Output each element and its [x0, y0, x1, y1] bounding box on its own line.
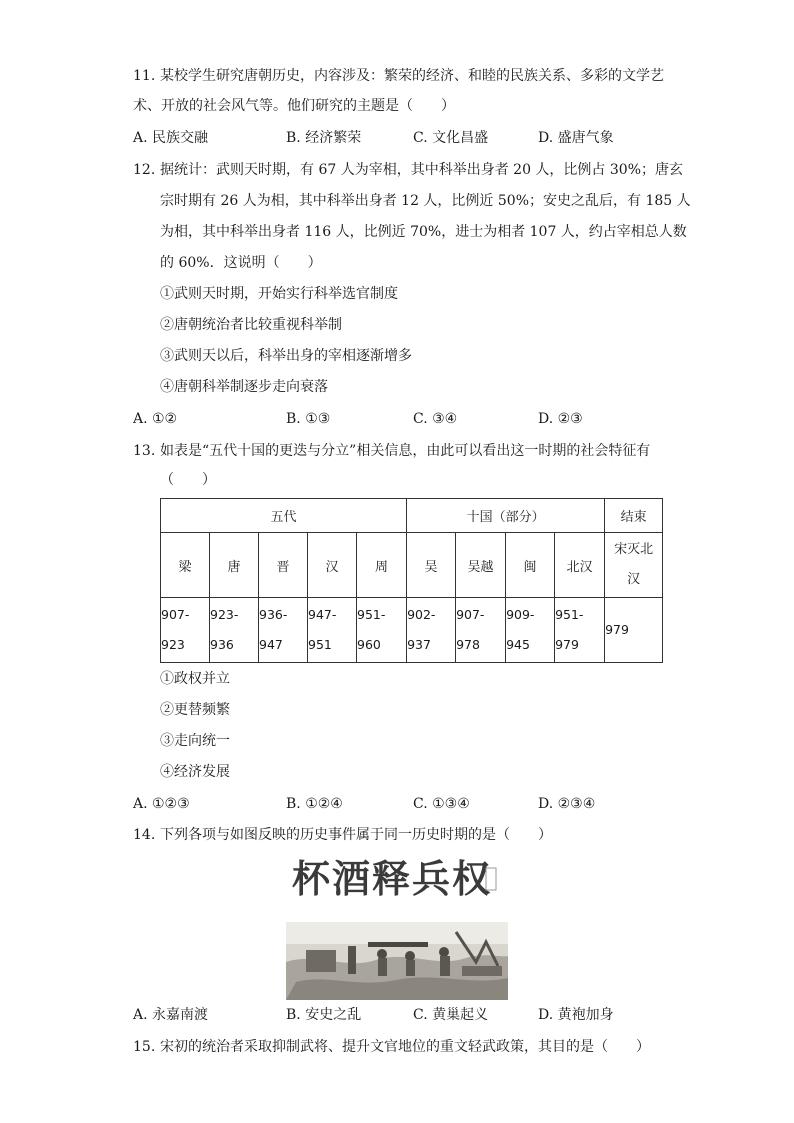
- question-13-option-b[interactable]: B. ①②④: [286, 796, 343, 812]
- calligraphy-title: 杯酒释兵权: [292, 856, 493, 901]
- year-end: 951: [308, 637, 332, 652]
- name-cell: 北汉: [555, 533, 605, 598]
- year-cell: [357, 598, 407, 663]
- question-12-option-b[interactable]: B. ①③: [286, 411, 331, 427]
- header-ten-kingdoms: 十国（部分）: [407, 499, 605, 533]
- year-start: 907-: [161, 607, 190, 622]
- year-start: 923-: [210, 607, 239, 622]
- year-cell: [506, 598, 555, 663]
- name-cell: 汉: [308, 533, 357, 598]
- question-13-item-3: ③走向统一: [160, 733, 230, 749]
- name-cell: 晋: [259, 533, 308, 598]
- question-15-number: 15.: [133, 1039, 156, 1055]
- year-start: 909-: [506, 607, 535, 622]
- question-14-option-c[interactable]: C. 黄巢起义: [413, 1007, 489, 1023]
- banquet-painting-image: [286, 922, 508, 1000]
- end-name-line-2: 汉: [627, 572, 641, 587]
- question-13-stem-line-1: 如表是“五代十国的更迭与分立”相关信息，由此可以看出这一时期的社会特征有: [160, 443, 651, 459]
- question-13-item-1: ①政权并立: [160, 671, 230, 687]
- year-start: 902-: [407, 607, 436, 622]
- year-end: 978: [456, 637, 480, 652]
- year-cell: [161, 598, 210, 663]
- question-11-option-a[interactable]: A. 民族交融: [133, 130, 209, 146]
- name-cell: 唐: [210, 533, 259, 598]
- question-11-stem-line-2: 术、开放的社会风气等。他们研究的主题是（ ）: [133, 98, 455, 114]
- year-cell: [555, 598, 605, 663]
- year-cell: [210, 598, 259, 663]
- header-five-dynasties: 五代: [161, 499, 407, 533]
- question-14-figure: [286, 846, 508, 1004]
- header-end: 结束: [605, 499, 663, 533]
- question-12-stem-line-3: 为相，其中科举出身者 116 人，比例近 70%，进士为相者 107 人，约占宰相总人数: [160, 224, 687, 240]
- question-12-option-c[interactable]: C. ③④: [413, 411, 458, 427]
- question-14-stem: 下列各项与如图反映的历史事件属于同一历史时期的是（ ）: [160, 827, 552, 843]
- calligraphy-title-image: [286, 846, 508, 910]
- question-13-item-4: ④经济发展: [160, 764, 230, 780]
- year-end: 947: [259, 637, 283, 652]
- question-12-item-3: ③武则天以后，科举出身的宰相逐渐增多: [160, 348, 412, 364]
- year-cell: [308, 598, 357, 663]
- question-11-option-b[interactable]: B. 经济繁荣: [286, 130, 362, 146]
- year-start: 951-: [555, 607, 584, 622]
- year-end: 979: [555, 637, 579, 652]
- question-12-item-4: ④唐朝科举制逐步走向衰落: [160, 379, 328, 395]
- name-cell-end: [605, 533, 663, 598]
- question-13-option-a[interactable]: A. ①②③: [133, 796, 190, 812]
- question-13-option-c[interactable]: C. ①③④: [413, 796, 470, 812]
- question-12-stem-line-1: 据统计：武则天时期，有 67 人为宰相，其中科举出身者 20 人，比例占 30%；唐玄: [160, 162, 683, 178]
- five-dynasties-table: [160, 498, 663, 663]
- question-12-stem-line-4: 的 60%．这说明（ ）: [160, 255, 322, 271]
- name-cell: 吴: [407, 533, 456, 598]
- year-cell: [456, 598, 506, 663]
- question-14-option-b[interactable]: B. 安史之乱: [286, 1007, 362, 1023]
- question-11-number: 11.: [133, 68, 156, 84]
- question-12-stem-line-2: 宗时期有 26 人为相，其中科举出身者 12 人，比例近 50%；安史之乱后，有 185 人: [160, 193, 691, 209]
- name-cell: 吴越: [456, 533, 506, 598]
- question-11-stem-line-1: 某校学生研究唐朝历史，内容涉及：繁荣的经济、和睦的民族关系、多彩的文学艺: [160, 68, 664, 84]
- year-end: 945: [506, 637, 530, 652]
- year-cell-end: 979: [605, 598, 663, 663]
- question-13-number: 13.: [133, 443, 156, 459]
- year-end: 923: [161, 637, 185, 652]
- year-cell: [407, 598, 456, 663]
- year-start: 951-: [357, 607, 386, 622]
- question-14-number: 14.: [133, 827, 156, 843]
- year-start: 936-: [259, 607, 288, 622]
- question-12-item-1: ①武则天时期，开始实行科举选官制度: [160, 286, 398, 302]
- question-11-option-d[interactable]: D. 盛唐气象: [538, 130, 614, 146]
- question-11-option-c[interactable]: C. 文化昌盛: [413, 130, 489, 146]
- question-12-item-2: ②唐朝统治者比较重视科举制: [160, 317, 342, 333]
- year-start: 907-: [456, 607, 485, 622]
- question-13-stem-line-2: （ ）: [160, 472, 216, 488]
- question-12-option-d[interactable]: D. ②③: [538, 411, 583, 427]
- name-cell: 周: [357, 533, 407, 598]
- question-14-option-a[interactable]: A. 永嘉南渡: [133, 1007, 209, 1023]
- question-13-option-d[interactable]: D. ②③④: [538, 796, 596, 812]
- question-13-item-2: ②更替频繁: [160, 702, 230, 718]
- year-cell: [259, 598, 308, 663]
- name-cell: 闽: [506, 533, 555, 598]
- end-name-line-1: 宋灭北: [614, 542, 654, 557]
- question-12-number: 12.: [133, 162, 156, 178]
- year-end: 960: [357, 637, 381, 652]
- question-12-option-a[interactable]: A. ①②: [133, 411, 178, 427]
- question-15-stem: 宋初的统治者采取抑制武将、提升文官地位的重文轻武政策，其目的是（ ）: [160, 1039, 650, 1055]
- year-start: 947-: [308, 607, 337, 622]
- question-14-option-d[interactable]: D. 黄袍加身: [538, 1007, 614, 1023]
- name-cell: 梁: [161, 533, 210, 598]
- year-end: 936: [210, 637, 234, 652]
- year-end: 937: [407, 637, 431, 652]
